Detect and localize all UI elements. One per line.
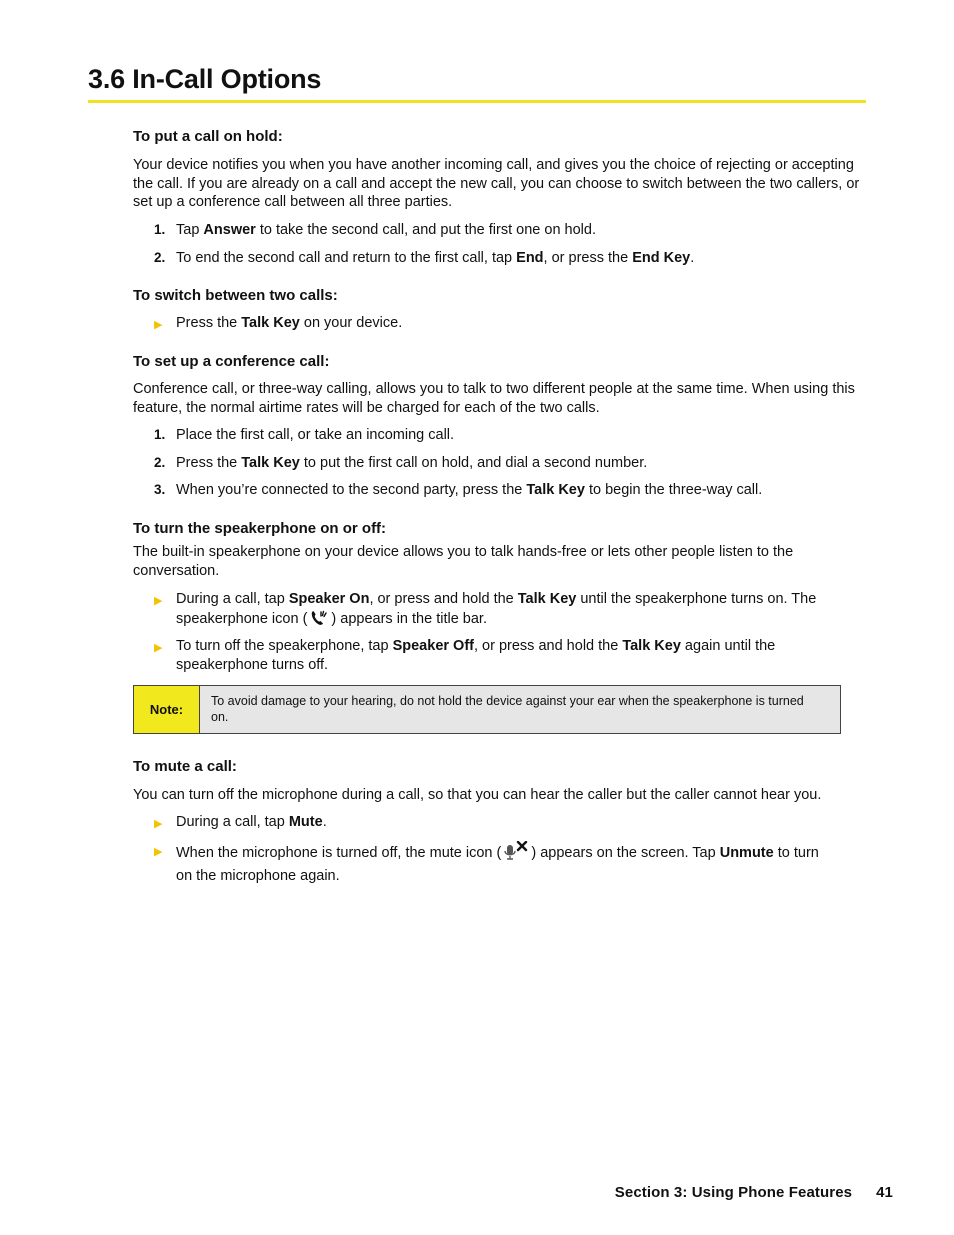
switch-heading: To switch between two calls: xyxy=(133,287,338,304)
step-number: 1. xyxy=(154,222,166,237)
bullet-triangle-icon: ▶ xyxy=(154,818,163,830)
mute-heading: To mute a call: xyxy=(133,758,237,775)
speaker-heading: To turn the speakerphone on or off: xyxy=(133,520,387,537)
bullet-triangle-icon: ▶ xyxy=(154,642,163,654)
mute-item-1: ▶ During a call, tap Mute. xyxy=(133,813,833,832)
speaker-intro: The built-in speakerphone on your device allows you to talk hands-free or lets other people listen to the conversation. xyxy=(133,544,794,579)
section-title: 3.6 In-Call Options xyxy=(88,63,866,103)
speakerphone-icon xyxy=(309,609,329,633)
bullet-triangle-icon: ▶ xyxy=(154,846,163,858)
bullet-triangle-icon: ▶ xyxy=(154,595,163,607)
page-number: 41 xyxy=(876,1184,893,1201)
step-number: 2. xyxy=(154,455,166,470)
bullet-triangle-icon: ▶ xyxy=(154,319,163,331)
hold-intro: Your device notifies you when you have another incoming call, and gives you the choice of rejecting or accepting the call. If you are already on a call and accept the new call, you can choose to switch between the two callers, or set up a conference call between all three parties. xyxy=(133,157,860,210)
mute-icon xyxy=(503,841,529,867)
step-number: 1. xyxy=(154,427,166,442)
hold-step-1: 1. Tap Answer to take the second call, and put the first one on hold. xyxy=(154,222,596,238)
step-number: 2. xyxy=(154,250,166,265)
speaker-item-1: ▶ During a call, tap Speaker On, or press and hold the Talk Key until the speakerphone turns on. The speakerphone icon ( ) appears in the title bar. xyxy=(133,590,833,632)
conference-step-1: 1. Place the first call, or take an incoming call. xyxy=(154,427,455,443)
speaker-item-2: ▶ To turn off the speakerphone, tap Speaker Off, or press and hold the Talk Key again until the speakerphone turns off. xyxy=(154,638,776,673)
footer-section: Section 3: Using Phone Features xyxy=(614,1184,853,1201)
step-number: 3. xyxy=(154,482,166,497)
hold-step-2: 2. To end the second call and return to the first call, tap End, or press the End Key. xyxy=(154,250,695,266)
conference-heading: To set up a conference call: xyxy=(133,353,330,370)
note-box xyxy=(133,685,841,734)
conference-step-3: 3. When you’re connected to the second party, press the Talk Key to begin the three-way call. xyxy=(154,482,763,498)
mute-intro: You can turn off the microphone during a call, so that you can hear the caller but the caller cannot hear you. xyxy=(133,787,822,803)
page-footer xyxy=(615,1184,893,1201)
switch-item: ▶ Press the Talk Key on your device. xyxy=(133,314,833,333)
conference-step-2: 2. Press the Talk Key to put the first call on hold, and dial a second number. xyxy=(154,455,648,471)
hold-heading: To put a call on hold: xyxy=(133,128,283,145)
mute-item-2: ▶ When the microphone is turned off, the mute icon ( ) appears on the screen. Tap Unmute to turn on the microphone again. xyxy=(133,841,833,885)
note-text: To avoid damage to your hearing, do not hold the device against your ear when the speakerphone is turned on. xyxy=(200,686,840,733)
note-label: Note: xyxy=(134,686,200,733)
conference-intro: Conference call, or three-way calling, allows you to talk to two different people at the same time. When using this feature, the normal airtime rates will be charged for each of the two calls. xyxy=(133,381,855,416)
